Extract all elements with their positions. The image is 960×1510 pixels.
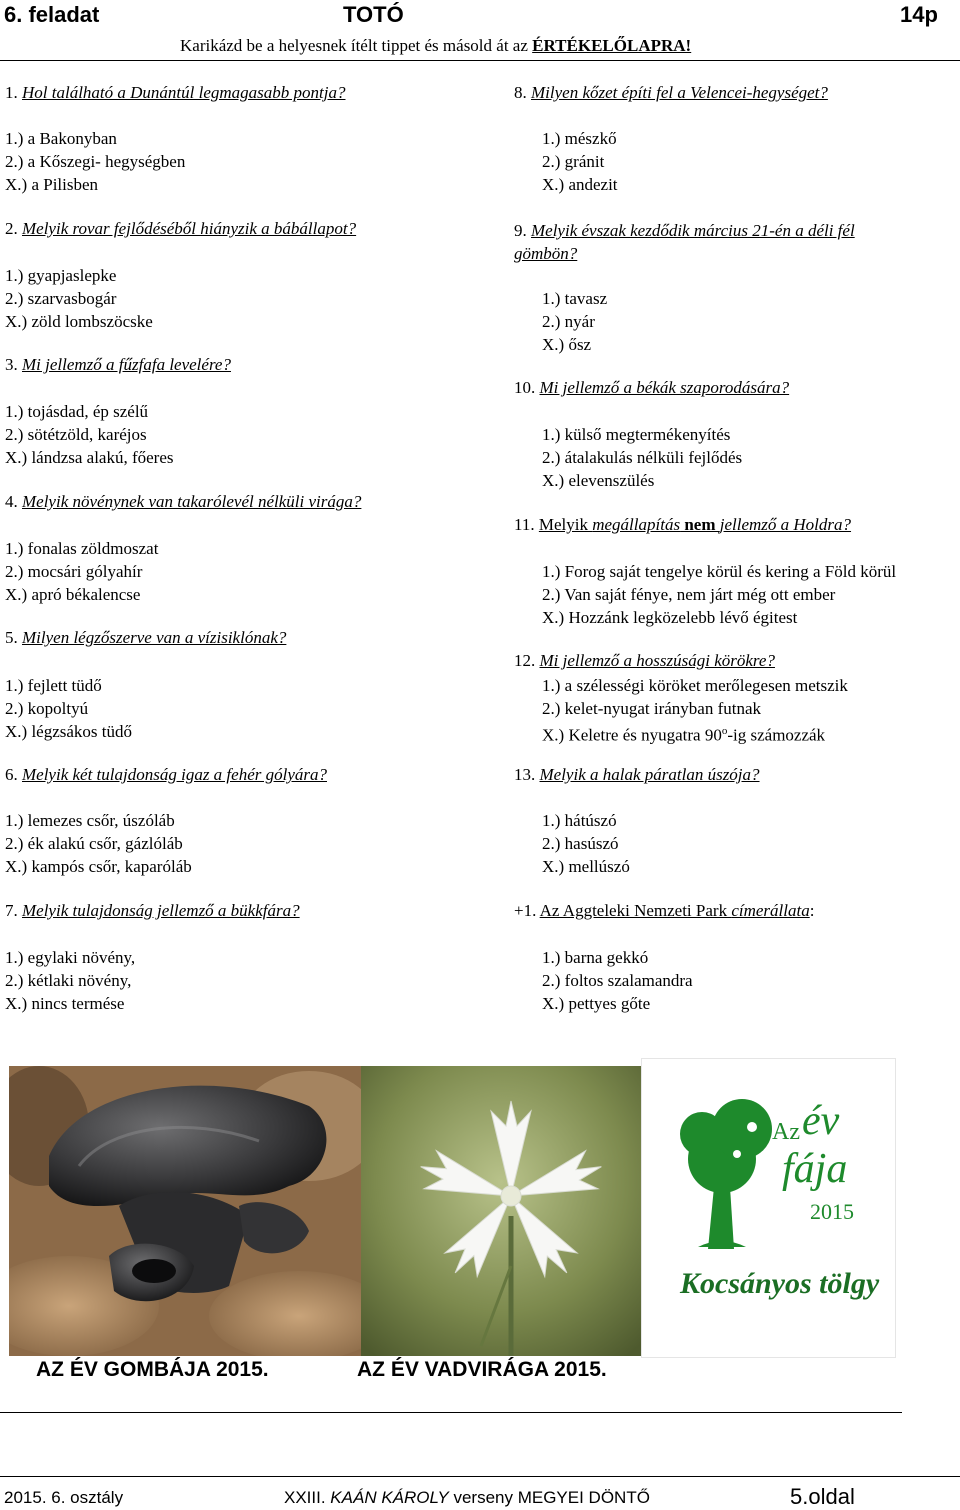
question-2	[5, 219, 356, 239]
footer-class: 2015. 6. osztály	[4, 1488, 124, 1507]
options-9	[542, 287, 607, 356]
option[interactable]: 2.) szarvasbogár	[5, 289, 117, 308]
degree-sup: o	[721, 725, 728, 737]
q-number: 10.	[514, 378, 536, 397]
options-2	[5, 264, 153, 333]
options-11	[542, 560, 896, 629]
option[interactable]	[542, 720, 848, 747]
question-13	[514, 765, 760, 785]
question-9	[514, 219, 855, 265]
question-11	[514, 515, 851, 535]
question-7	[5, 901, 300, 921]
option[interactable]: 1.) mészkő	[542, 129, 617, 148]
q-text: Hol található a Dunántúl legmagasabb pontja?	[22, 83, 346, 102]
q-number: 11.	[514, 515, 535, 534]
option-text: -ig számozzák	[727, 725, 826, 745]
tree-of-year-logo	[641, 1058, 896, 1358]
flower-photo	[361, 1066, 641, 1356]
q-number: 9.	[514, 221, 527, 240]
comp-prefix: XXIII.	[284, 1488, 331, 1507]
q-text-a: Az Aggteleki Nemzeti Park	[539, 901, 732, 920]
question-10	[514, 378, 789, 398]
option[interactable]: 2.) Van saját fénye, nem járt még ott ember	[542, 585, 836, 604]
option[interactable]: X.) pettyes gőte	[542, 994, 651, 1013]
instruction-target: ÉRTÉKELŐLAPRA!	[532, 36, 692, 55]
option[interactable]: X.) légzsákos tüdő	[5, 722, 133, 741]
options-1	[5, 127, 185, 196]
options-5	[5, 674, 132, 743]
q-text: Melyik évszak kezdődik március 21-én a déli fél	[531, 221, 855, 240]
option-text: X.) Keletre és nyugatra 90	[542, 725, 722, 745]
option[interactable]: 2.) foltos szalamandra	[542, 971, 693, 990]
options-plus-1	[542, 946, 693, 1015]
option[interactable]: X.) elevenszülés	[542, 471, 655, 490]
options-6	[5, 809, 192, 878]
bottom-rule	[0, 1412, 902, 1413]
logo-name: Kocsányos tölgy	[680, 1267, 880, 1300]
logo-faja: fája	[782, 1146, 848, 1192]
option[interactable]: 1.) a Bakonyban	[5, 129, 117, 148]
header-rule	[0, 60, 960, 61]
option[interactable]: 1.) gyapjaslepke	[5, 266, 117, 285]
option[interactable]: X.) kampós csőr, kaparóláb	[5, 857, 192, 876]
option[interactable]: X.) apró békalencse	[5, 585, 141, 604]
option[interactable]: X.) Hozzánk legközelebb lévő égitest	[542, 608, 798, 627]
logo-year: 2015	[810, 1199, 854, 1224]
q-number: 7.	[5, 901, 18, 920]
option[interactable]: X.) mellúszó	[542, 857, 630, 876]
option[interactable]: X.) ősz	[542, 335, 592, 354]
option[interactable]: 2.) kétlaki növény,	[5, 971, 132, 990]
caption-flower: AZ ÉV VADVIRÁGA 2015.	[357, 1358, 607, 1381]
option[interactable]: 1.) hátúszó	[542, 811, 617, 830]
q-number: 5.	[5, 628, 18, 647]
question-5	[5, 628, 286, 648]
options-13	[542, 809, 630, 878]
q-number: 3.	[5, 355, 18, 374]
option[interactable]: 2.) mocsári gólyahír	[5, 562, 143, 581]
q-text: Milyen kőzet építi fel a Velencei-hegységet?	[531, 83, 828, 102]
option[interactable]: X.) zöld lombszöcske	[5, 312, 153, 331]
options-3	[5, 400, 174, 469]
option[interactable]: X.) a Pilisben	[5, 175, 99, 194]
option[interactable]: 2.) átalakulás nélküli fejlődés	[542, 448, 743, 467]
q-text-d: jellemző a Holdra?	[719, 515, 852, 534]
q-number: 12.	[514, 651, 536, 670]
comp-name: KAÁN KÁROLY	[330, 1488, 449, 1507]
footer-rule	[0, 1476, 960, 1477]
option[interactable]: 1.) lemezes csőr, úszóláb	[5, 811, 175, 830]
q-text: Melyik a halak páratlan úszója?	[539, 765, 760, 784]
q-text: Melyik két tulajdonság igaz a fehér gólyára?	[22, 765, 327, 784]
option[interactable]: 2.) kopoltyú	[5, 699, 89, 718]
option[interactable]: 2.) kelet-nyugat irányban futnak	[542, 699, 762, 718]
q-text: Melyik növénynek van takarólevél nélküli virága?	[22, 492, 362, 511]
option[interactable]: 1.) egylaki növény,	[5, 948, 136, 967]
q-text-a: Melyik	[538, 515, 593, 534]
q-text: Melyik rovar fejlődéséből hiányzik a bábállapot?	[22, 219, 357, 238]
option[interactable]: X.) andezit	[542, 175, 618, 194]
question-1	[5, 83, 345, 103]
q-text-cont: gömbön?	[514, 244, 578, 263]
q-text-b: címerállata	[731, 901, 810, 920]
instruction-text: Karikázd be a helyesnek ítélt tippet és másold át az	[180, 36, 533, 55]
question-6	[5, 765, 327, 785]
option[interactable]: 1.) fonalas zöldmoszat	[5, 539, 159, 558]
option[interactable]: X.) lándzsa alakú, főeres	[5, 448, 174, 467]
task-number: 6. feladat	[4, 2, 100, 27]
options-8	[542, 127, 618, 196]
mushroom-illustration	[9, 1066, 361, 1356]
option[interactable]: 1.) barna gekkó	[542, 948, 649, 967]
points: 14p	[900, 2, 938, 27]
option[interactable]: 2.) nyár	[542, 312, 595, 331]
option[interactable]: 2.) gránit	[542, 152, 605, 171]
q-text-b: megállapítás	[592, 515, 681, 534]
option[interactable]: 2.) sötétzöld, karéjos	[5, 425, 147, 444]
caption-mushroom: AZ ÉV GOMBÁJA 2015.	[36, 1358, 269, 1381]
question-8	[514, 83, 828, 103]
options-10	[542, 423, 742, 492]
logo-az: Az	[772, 1119, 800, 1145]
page-number: 5.oldal	[790, 1484, 855, 1509]
q-number: 6.	[5, 765, 18, 784]
options-7	[5, 946, 135, 1015]
option[interactable]: 1.) tavasz	[542, 289, 608, 308]
options-4	[5, 537, 158, 606]
option[interactable]: 1.) külső megtermékenyítés	[542, 425, 731, 444]
option[interactable]: 1.) Forog saját tengelye körül és kering a Föld körül	[542, 562, 897, 581]
q-text: Milyen légzőszerve van a vízisiklónak?	[22, 628, 287, 647]
q-text: Mi jellemző a fűzfafa levelére?	[22, 355, 231, 374]
question-12	[514, 651, 775, 671]
option[interactable]: X.) nincs termése	[5, 994, 125, 1013]
option[interactable]: 1.) tojásdad, ép szélű	[5, 402, 149, 421]
q-text-c: :	[809, 901, 815, 920]
footer-competition	[284, 1488, 650, 1508]
q-number: 13.	[514, 765, 536, 784]
option[interactable]: 2.) ék alakú csőr, gázlóláb	[5, 834, 183, 853]
q-number: 2.	[5, 219, 18, 238]
question-3	[5, 355, 231, 375]
q-number: 8.	[514, 83, 527, 102]
q-text-c: nem	[680, 515, 720, 534]
q-number: +1.	[514, 901, 537, 920]
flower-illustration	[361, 1066, 641, 1356]
option[interactable]: 2.) a Kőszegi- hegységben	[5, 152, 186, 171]
logo-ev: év	[802, 1098, 840, 1144]
option[interactable]: 1.) fejlett tüdő	[5, 676, 102, 695]
page-title: TOTÓ	[343, 2, 404, 27]
q-text: Melyik tulajdonság jellemző a bükkfára?	[22, 901, 300, 920]
question-4	[5, 492, 361, 512]
q-text: Mi jellemző a hosszúsági körökre?	[539, 651, 775, 670]
mushroom-photo	[9, 1066, 361, 1356]
q-text: Mi jellemző a békák szaporodására?	[539, 378, 790, 397]
tree-logo-icon	[642, 1059, 895, 1357]
q-number: 1.	[5, 83, 18, 102]
comp-suffix: verseny MEGYEI DÖNTŐ	[448, 1488, 650, 1507]
instruction	[180, 36, 691, 56]
option[interactable]: 1.) a szélességi köröket merőlegesen metszik	[542, 676, 848, 695]
q-number: 4.	[5, 492, 18, 511]
option[interactable]: 2.) hasúszó	[542, 834, 619, 853]
question-plus-1	[514, 901, 814, 921]
options-12	[542, 674, 848, 747]
